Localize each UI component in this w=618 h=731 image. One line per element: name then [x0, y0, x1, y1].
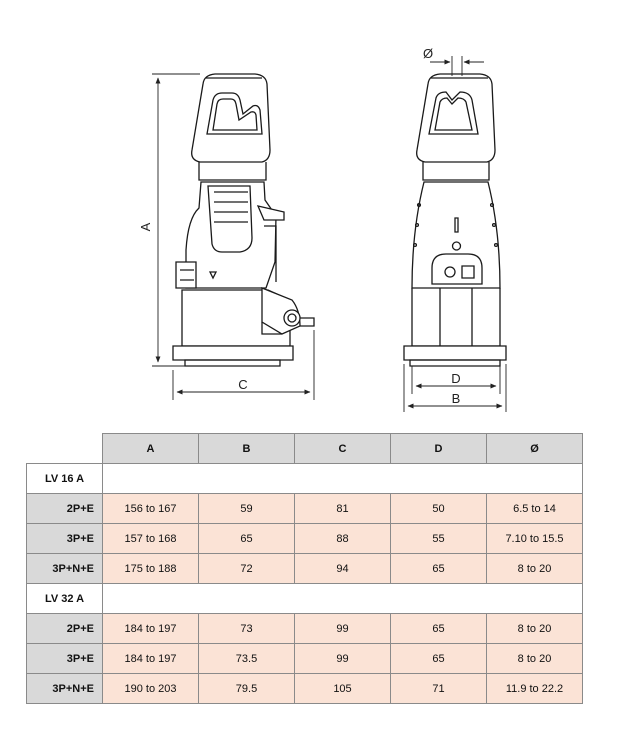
- table-cell: 105: [295, 674, 391, 704]
- table-cell: 8 to 20: [487, 644, 583, 674]
- table-cell: 72: [199, 554, 295, 584]
- row-label: 3P+N+E: [27, 674, 103, 704]
- table-cell: 71: [391, 674, 487, 704]
- group-label: LV 32 A: [27, 584, 103, 614]
- side-view: [173, 74, 314, 366]
- table-cell: 99: [295, 614, 391, 644]
- dimensions-table: [26, 433, 583, 704]
- table-cell: 55: [391, 524, 487, 554]
- table-cell: 6.5 to 14: [487, 494, 583, 524]
- table-cell: 65: [391, 614, 487, 644]
- column-header: A: [103, 434, 199, 464]
- dimension-label-c: C: [238, 377, 248, 392]
- table-cell: 184 to 197: [103, 644, 199, 674]
- group-label: LV 16 A: [27, 464, 103, 494]
- table-cell: 184 to 197: [103, 614, 199, 644]
- group-row: [27, 464, 583, 494]
- table-cell: 190 to 203: [103, 674, 199, 704]
- table-row: [27, 524, 583, 554]
- dimension-label-diameter: Ø: [422, 46, 434, 61]
- row-label: 3P+E: [27, 644, 103, 674]
- row-label: 2P+E: [27, 614, 103, 644]
- table-cell: 94: [295, 554, 391, 584]
- table-header-row: [27, 434, 583, 464]
- dimension-label-d: D: [451, 371, 461, 386]
- table-cell: 157 to 168: [103, 524, 199, 554]
- column-header: D: [391, 434, 487, 464]
- group-row: [27, 584, 583, 614]
- dimension-label-a: A: [138, 222, 153, 232]
- table-cell: 73: [199, 614, 295, 644]
- table-cell: 65: [391, 554, 487, 584]
- group-spacer: [103, 584, 583, 614]
- table-cell: 59: [199, 494, 295, 524]
- table-cell: 156 to 167: [103, 494, 199, 524]
- column-header: C: [295, 434, 391, 464]
- table-cell: 7.10 to 15.5: [487, 524, 583, 554]
- table-cell: 8 to 20: [487, 554, 583, 584]
- table-cell: 65: [199, 524, 295, 554]
- table-cell: 8 to 20: [487, 614, 583, 644]
- column-header: B: [199, 434, 295, 464]
- row-label: 2P+E: [27, 494, 103, 524]
- table-cell: 50: [391, 494, 487, 524]
- table-row: [27, 674, 583, 704]
- front-view: [404, 74, 506, 366]
- table-cell: 11.9 to 22.2: [487, 674, 583, 704]
- column-header: Ø: [487, 434, 583, 464]
- table-cell: 99: [295, 644, 391, 674]
- table-corner: [27, 434, 103, 464]
- table-row: [27, 614, 583, 644]
- table-cell: 81: [295, 494, 391, 524]
- row-label: 3P+N+E: [27, 554, 103, 584]
- table-cell: 175 to 188: [103, 554, 199, 584]
- table-cell: 65: [391, 644, 487, 674]
- table-row: [27, 494, 583, 524]
- table-cell: 88: [295, 524, 391, 554]
- table-row: [27, 644, 583, 674]
- dimension-label-b: B: [451, 391, 461, 406]
- table-row: [27, 554, 583, 584]
- group-spacer: [103, 464, 583, 494]
- row-label: 3P+E: [27, 524, 103, 554]
- table-cell: 73.5: [199, 644, 295, 674]
- table-cell: 79.5: [199, 674, 295, 704]
